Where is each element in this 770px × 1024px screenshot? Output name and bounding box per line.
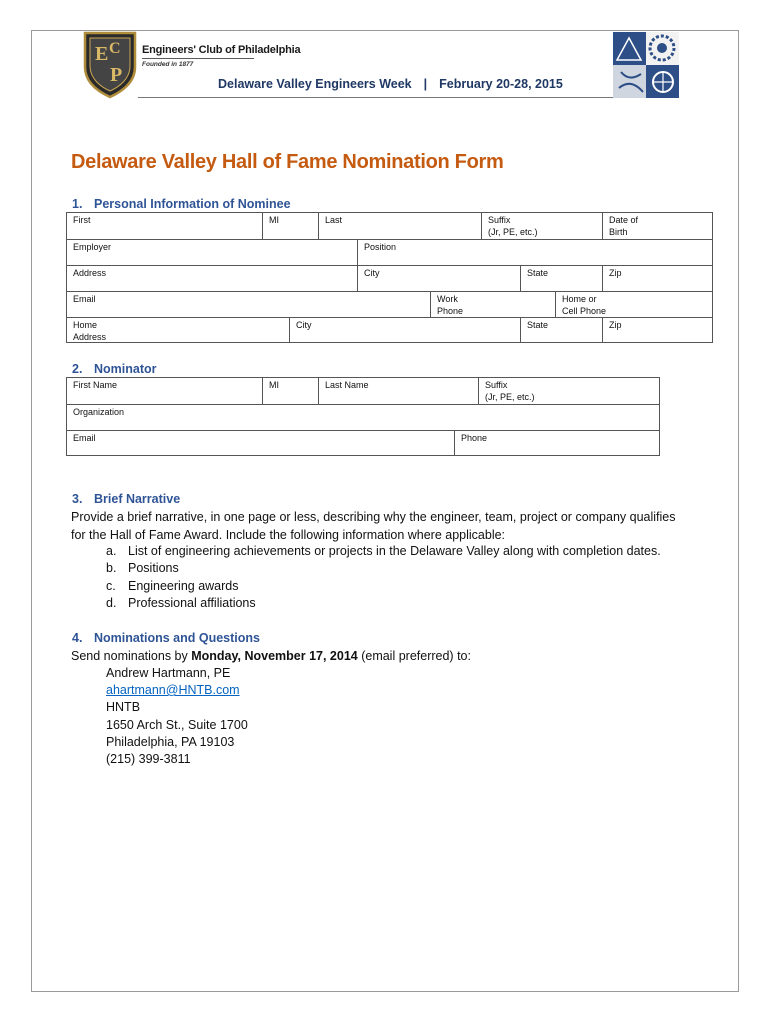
label-home: Home <box>73 320 98 330</box>
org-rule <box>142 58 254 59</box>
nominator-row-contact <box>67 430 659 456</box>
label-dob: Date of <box>609 215 639 225</box>
label-last: Last <box>325 215 343 225</box>
contact-name: Andrew Hartmann, PE <box>106 666 231 680</box>
label-nominator-suffix: Suffix <box>485 380 508 390</box>
label-home-phone: Home or <box>562 294 597 304</box>
list-letter: d. <box>106 596 117 610</box>
label-nominator-mi: MI <box>269 380 279 390</box>
section1-number: 1. <box>72 197 83 211</box>
label-home-2: Address <box>73 332 107 342</box>
label-dob-2: Birth <box>609 227 628 237</box>
nominee-address-field[interactable] <box>67 266 357 291</box>
nominee-zip-field[interactable] <box>602 266 712 291</box>
label-home-state: State <box>527 320 549 330</box>
nominee-position-field[interactable] <box>357 240 712 265</box>
list-letter: b. <box>106 561 117 575</box>
event-banner <box>218 77 563 91</box>
nominee-row-address <box>67 265 712 291</box>
contact-company: HNTB <box>106 700 141 714</box>
label-nominator-phone: Phone <box>461 433 488 443</box>
label-home-phone-2: Cell Phone <box>562 306 607 316</box>
label-first: First <box>73 215 91 225</box>
nominee-row-contact <box>67 291 712 317</box>
label-work-2: Phone <box>437 306 464 316</box>
nominee-first-field[interactable] <box>67 213 262 239</box>
list-letter: c. <box>106 579 116 593</box>
section4-title: Nominations and Questions <box>94 631 260 645</box>
nominee-home-address-field[interactable] <box>67 318 289 343</box>
label-organization: Organization <box>73 407 125 417</box>
label-address: Address <box>73 268 107 278</box>
nominee-state-field[interactable] <box>520 266 602 291</box>
narrative-instructions <box>71 509 676 544</box>
list-text: Engineering awards <box>128 579 239 593</box>
nominator-mi-field[interactable] <box>262 378 318 404</box>
nominator-first-field[interactable] <box>67 378 262 404</box>
form-title: Delaware Valley Hall of Fame Nomination Form <box>71 151 504 173</box>
nominee-info-table <box>66 212 713 343</box>
nominator-org-field[interactable] <box>67 405 659 430</box>
ecp-wordmark <box>142 44 300 68</box>
list-item <box>106 544 661 558</box>
section2-number: 2. <box>72 362 83 376</box>
intro-post: (email preferred) to: <box>357 649 471 663</box>
nominator-suffix-field[interactable] <box>478 378 659 404</box>
nominator-info-table <box>66 377 660 456</box>
label-suffix-note: (Jr, PE, etc.) <box>488 227 538 237</box>
shield-letter-c: C <box>109 40 121 57</box>
label-nominator-suffix-note: (Jr, PE, etc.) <box>485 392 535 402</box>
shield-letter-p: P <box>110 64 123 86</box>
contact-phone: (215) 399-3811 <box>106 752 191 766</box>
list-text: List of engineering achievements or projects in the Delaware Valley along with completion dates. <box>128 544 661 558</box>
nominee-city-field[interactable] <box>357 266 520 291</box>
list-text: Positions <box>128 561 179 575</box>
list-item <box>106 561 179 575</box>
nominator-phone-field[interactable] <box>454 431 659 456</box>
nominee-home-state-field[interactable] <box>520 318 602 343</box>
nominee-email-field[interactable] <box>67 292 430 317</box>
label-nominator-first: First Name <box>73 380 118 390</box>
section2-title: Nominator <box>94 362 157 376</box>
contact-street: 1650 Arch St., Suite 1700 <box>106 718 248 732</box>
label-position: Position <box>364 242 397 252</box>
label-work: Work <box>437 294 458 304</box>
shield-letter-e: E <box>95 43 109 65</box>
nominator-last-field[interactable] <box>318 378 478 404</box>
nominee-home-zip-field[interactable] <box>602 318 712 343</box>
section3-title: Brief Narrative <box>94 492 181 506</box>
list-text: Professional affiliations <box>128 596 256 610</box>
list-letter: a. <box>106 544 117 558</box>
label-home-city: City <box>296 320 312 330</box>
nominee-mi-field[interactable] <box>262 213 318 239</box>
nominee-row-name <box>67 213 712 239</box>
section3-heading <box>72 492 180 506</box>
label-home-zip: Zip <box>609 320 622 330</box>
list-item <box>106 596 256 610</box>
section4-heading <box>72 631 260 645</box>
org-name: Engineers' Club of Philadelphia <box>142 44 301 56</box>
nominee-dob-field[interactable] <box>602 213 712 239</box>
label-state: State <box>527 268 549 278</box>
narrative-line-1: Provide a brief narrative, in one page or less, describing why the engineer, team, project or company qualifies <box>71 510 676 524</box>
nominator-email-field[interactable] <box>67 431 454 456</box>
event-name: Delaware Valley Engineers Week <box>218 77 412 91</box>
nominee-home-city-field[interactable] <box>289 318 520 343</box>
founded-text: Founded in 1877 <box>142 61 194 68</box>
nominee-suffix-field[interactable] <box>481 213 602 239</box>
section2-heading <box>72 362 157 376</box>
nominee-employer-field[interactable] <box>67 240 357 265</box>
section4-number: 4. <box>72 631 83 645</box>
event-dates: February 20-28, 2015 <box>439 77 563 91</box>
engineering-collage-logo <box>613 32 679 98</box>
nominator-row-name <box>67 378 659 404</box>
nominee-row-home <box>67 317 712 343</box>
nominee-row-employer <box>67 239 712 265</box>
label-employer: Employer <box>73 242 112 252</box>
nominee-home-phone-field[interactable] <box>555 292 712 317</box>
narrative-line-2: for the Hall of Fame Award. Include the following information where applicable: <box>71 527 506 542</box>
label-zip: Zip <box>609 268 622 278</box>
deadline-date: Monday, November 17, 2014 <box>191 649 358 663</box>
list-item <box>106 579 239 593</box>
section1-heading <box>72 197 291 211</box>
intro-pre: Send nominations by <box>71 649 192 663</box>
event-separator: | <box>423 77 428 91</box>
label-city: City <box>364 268 380 278</box>
nominee-last-field[interactable] <box>318 213 481 239</box>
contact-city: Philadelphia, PA 19103 <box>106 735 235 749</box>
ecp-shield-logo <box>81 29 139 99</box>
label-nominator-last: Last Name <box>325 380 369 390</box>
nominations-intro <box>71 648 471 666</box>
header-divider <box>138 97 614 98</box>
label-email: Email <box>73 294 96 304</box>
label-nominator-email: Email <box>73 433 96 443</box>
label-mi: MI <box>269 215 279 225</box>
section3-number: 3. <box>72 492 83 506</box>
label-suffix: Suffix <box>488 215 511 225</box>
nominator-row-org <box>67 404 659 430</box>
section1-title: Personal Information of Nominee <box>94 197 291 211</box>
contact-email-link[interactable]: ahartmann@HNTB.com <box>106 683 240 697</box>
nominee-work-phone-field[interactable] <box>430 292 555 317</box>
